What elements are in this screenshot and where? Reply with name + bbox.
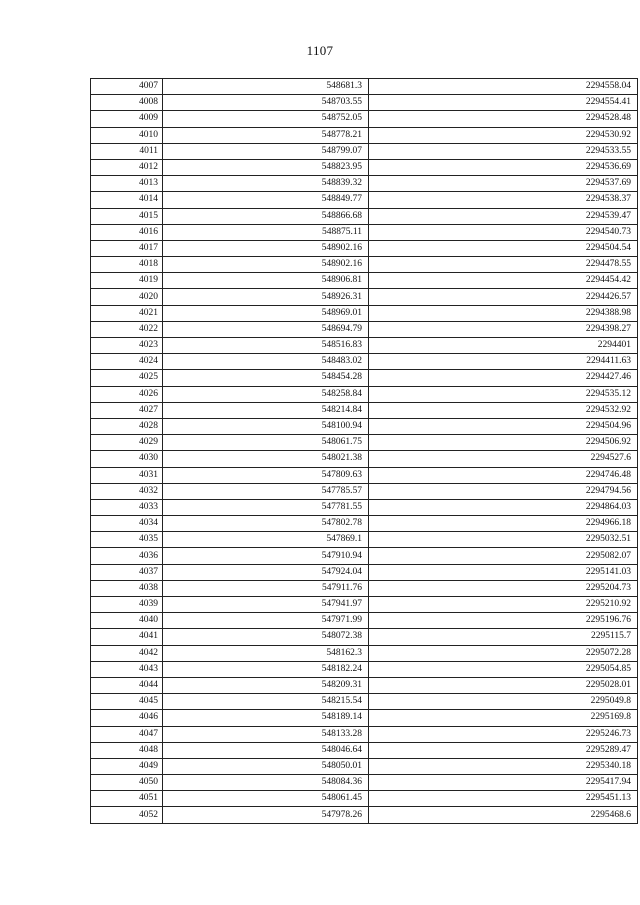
point-number-cell: 4012 — [91, 159, 163, 175]
point-number-cell: 4010 — [91, 127, 163, 143]
x-coordinate-cell: 548182.24 — [163, 661, 369, 677]
y-coordinate-cell: 2295082.07 — [369, 548, 638, 564]
point-number-cell: 4015 — [91, 208, 163, 224]
point-number-cell: 4020 — [91, 289, 163, 305]
point-number-cell: 4007 — [91, 79, 163, 95]
x-coordinate-cell: 547802.78 — [163, 516, 369, 532]
x-coordinate-cell: 548875.11 — [163, 224, 369, 240]
table-row — [91, 159, 638, 175]
table-row — [91, 79, 638, 95]
table-row — [91, 791, 638, 807]
x-coordinate-cell: 547978.26 — [163, 807, 369, 823]
y-coordinate-cell: 2294426.57 — [369, 289, 638, 305]
y-coordinate-cell: 2294535.12 — [369, 386, 638, 402]
table-row — [91, 483, 638, 499]
table-row — [91, 597, 638, 613]
y-coordinate-cell: 2295072.28 — [369, 645, 638, 661]
x-coordinate-cell: 547924.04 — [163, 564, 369, 580]
y-coordinate-cell: 2294537.69 — [369, 176, 638, 192]
y-coordinate-cell: 2295246.73 — [369, 726, 638, 742]
point-number-cell: 4023 — [91, 338, 163, 354]
table-row — [91, 758, 638, 774]
table-row — [91, 645, 638, 661]
point-number-cell: 4024 — [91, 354, 163, 370]
point-number-cell: 4044 — [91, 677, 163, 693]
x-coordinate-cell: 548866.68 — [163, 208, 369, 224]
x-coordinate-cell: 548926.31 — [163, 289, 369, 305]
coordinates-table — [90, 78, 638, 824]
y-coordinate-cell: 2294794.56 — [369, 483, 638, 499]
point-number-cell: 4052 — [91, 807, 163, 823]
y-coordinate-cell: 2294504.96 — [369, 418, 638, 434]
table-row — [91, 321, 638, 337]
table-row — [91, 273, 638, 289]
x-coordinate-cell: 548215.54 — [163, 694, 369, 710]
point-number-cell: 4021 — [91, 305, 163, 321]
y-coordinate-cell: 2294504.54 — [369, 240, 638, 256]
point-number-cell: 4027 — [91, 402, 163, 418]
table-row — [91, 240, 638, 256]
y-coordinate-cell: 2295468.6 — [369, 807, 638, 823]
y-coordinate-cell: 2294539.47 — [369, 208, 638, 224]
x-coordinate-cell: 548902.16 — [163, 240, 369, 256]
x-coordinate-cell: 548839.32 — [163, 176, 369, 192]
y-coordinate-cell: 2294554.41 — [369, 95, 638, 111]
table-row — [91, 564, 638, 580]
x-coordinate-cell: 548084.36 — [163, 775, 369, 791]
table-row — [91, 354, 638, 370]
y-coordinate-cell: 2295049.8 — [369, 694, 638, 710]
y-coordinate-cell: 2294411.63 — [369, 354, 638, 370]
point-number-cell: 4039 — [91, 597, 163, 613]
x-coordinate-cell: 548021.38 — [163, 451, 369, 467]
point-number-cell: 4028 — [91, 418, 163, 434]
x-coordinate-cell: 547911.76 — [163, 580, 369, 596]
y-coordinate-cell: 2295417.94 — [369, 775, 638, 791]
point-number-cell: 4047 — [91, 726, 163, 742]
x-coordinate-cell: 548258.84 — [163, 386, 369, 402]
x-coordinate-cell: 548516.83 — [163, 338, 369, 354]
y-coordinate-cell: 2294527.6 — [369, 451, 638, 467]
point-number-cell: 4019 — [91, 273, 163, 289]
table-row — [91, 661, 638, 677]
table-row — [91, 370, 638, 386]
table-row — [91, 402, 638, 418]
point-number-cell: 4037 — [91, 564, 163, 580]
x-coordinate-cell: 548703.55 — [163, 95, 369, 111]
point-number-cell: 4041 — [91, 629, 163, 645]
x-coordinate-cell: 548906.81 — [163, 273, 369, 289]
point-number-cell: 4050 — [91, 775, 163, 791]
x-coordinate-cell: 547941.97 — [163, 597, 369, 613]
y-coordinate-cell: 2295204.73 — [369, 580, 638, 596]
table-row — [91, 111, 638, 127]
y-coordinate-cell: 2294454.42 — [369, 273, 638, 289]
x-coordinate-cell: 547971.99 — [163, 613, 369, 629]
x-coordinate-cell: 548189.14 — [163, 710, 369, 726]
point-number-cell: 4046 — [91, 710, 163, 726]
x-coordinate-cell: 548046.64 — [163, 742, 369, 758]
point-number-cell: 4017 — [91, 240, 163, 256]
table-row — [91, 548, 638, 564]
x-coordinate-cell: 548209.31 — [163, 677, 369, 693]
point-number-cell: 4032 — [91, 483, 163, 499]
y-coordinate-cell: 2294536.69 — [369, 159, 638, 175]
table-row — [91, 467, 638, 483]
y-coordinate-cell: 2294746.48 — [369, 467, 638, 483]
x-coordinate-cell: 548072.38 — [163, 629, 369, 645]
point-number-cell: 4042 — [91, 645, 163, 661]
table-row — [91, 499, 638, 515]
page-number: 1107 — [306, 43, 334, 58]
x-coordinate-cell: 548694.79 — [163, 321, 369, 337]
y-coordinate-cell: 2295141.03 — [369, 564, 638, 580]
x-coordinate-cell: 548681.3 — [163, 79, 369, 95]
y-coordinate-cell: 2294966.18 — [369, 516, 638, 532]
table-row — [91, 807, 638, 823]
table-row — [91, 694, 638, 710]
y-coordinate-cell: 2294532.92 — [369, 402, 638, 418]
point-number-cell: 4026 — [91, 386, 163, 402]
table-row — [91, 127, 638, 143]
table-row — [91, 386, 638, 402]
x-coordinate-cell: 548969.01 — [163, 305, 369, 321]
table-row — [91, 338, 638, 354]
table-row — [91, 208, 638, 224]
x-coordinate-cell: 547785.57 — [163, 483, 369, 499]
y-coordinate-cell: 2294528.48 — [369, 111, 638, 127]
y-coordinate-cell: 2294530.92 — [369, 127, 638, 143]
point-number-cell: 4009 — [91, 111, 163, 127]
y-coordinate-cell: 2294533.55 — [369, 143, 638, 159]
y-coordinate-cell: 2294540.73 — [369, 224, 638, 240]
x-coordinate-cell: 548799.07 — [163, 143, 369, 159]
y-coordinate-cell: 2295169.8 — [369, 710, 638, 726]
table-row — [91, 418, 638, 434]
x-coordinate-cell: 548050.01 — [163, 758, 369, 774]
table-row — [91, 710, 638, 726]
y-coordinate-cell: 2295289.47 — [369, 742, 638, 758]
point-number-cell: 4011 — [91, 143, 163, 159]
x-coordinate-cell: 548162.3 — [163, 645, 369, 661]
table-row — [91, 742, 638, 758]
x-coordinate-cell: 548100.94 — [163, 418, 369, 434]
table-row — [91, 95, 638, 111]
x-coordinate-cell: 547910.94 — [163, 548, 369, 564]
point-number-cell: 4040 — [91, 613, 163, 629]
y-coordinate-cell: 2295196.76 — [369, 613, 638, 629]
point-number-cell: 4049 — [91, 758, 163, 774]
point-number-cell: 4036 — [91, 548, 163, 564]
table-row — [91, 143, 638, 159]
x-coordinate-cell: 548823.95 — [163, 159, 369, 175]
point-number-cell: 4030 — [91, 451, 163, 467]
y-coordinate-cell: 2294388.98 — [369, 305, 638, 321]
y-coordinate-cell: 2294427.46 — [369, 370, 638, 386]
y-coordinate-cell: 2294558.04 — [369, 79, 638, 95]
point-number-cell: 4033 — [91, 499, 163, 515]
table-row — [91, 613, 638, 629]
table-row — [91, 176, 638, 192]
point-number-cell: 4025 — [91, 370, 163, 386]
point-number-cell: 4014 — [91, 192, 163, 208]
x-coordinate-cell: 547869.1 — [163, 532, 369, 548]
x-coordinate-cell: 547781.55 — [163, 499, 369, 515]
table-row — [91, 435, 638, 451]
x-coordinate-cell: 548752.05 — [163, 111, 369, 127]
table-row — [91, 451, 638, 467]
y-coordinate-cell: 2295028.01 — [369, 677, 638, 693]
table-row — [91, 516, 638, 532]
point-number-cell: 4038 — [91, 580, 163, 596]
x-coordinate-cell: 548133.28 — [163, 726, 369, 742]
x-coordinate-cell: 548849.77 — [163, 192, 369, 208]
y-coordinate-cell: 2295054.85 — [369, 661, 638, 677]
table-row — [91, 532, 638, 548]
x-coordinate-cell: 548454.28 — [163, 370, 369, 386]
table-row — [91, 224, 638, 240]
point-number-cell: 4013 — [91, 176, 163, 192]
point-number-cell: 4035 — [91, 532, 163, 548]
y-coordinate-cell: 2295115.7 — [369, 629, 638, 645]
y-coordinate-cell: 2295032.51 — [369, 532, 638, 548]
table-row — [91, 726, 638, 742]
point-number-cell: 4008 — [91, 95, 163, 111]
point-number-cell: 4016 — [91, 224, 163, 240]
table-row — [91, 775, 638, 791]
x-coordinate-cell: 547809.63 — [163, 467, 369, 483]
x-coordinate-cell: 548061.75 — [163, 435, 369, 451]
point-number-cell: 4034 — [91, 516, 163, 532]
table-row — [91, 257, 638, 273]
point-number-cell: 4043 — [91, 661, 163, 677]
point-number-cell: 4045 — [91, 694, 163, 710]
point-number-cell: 4022 — [91, 321, 163, 337]
y-coordinate-cell: 2295451.13 — [369, 791, 638, 807]
y-coordinate-cell: 2295340.18 — [369, 758, 638, 774]
y-coordinate-cell: 2294864.03 — [369, 499, 638, 515]
x-coordinate-cell: 548061.45 — [163, 791, 369, 807]
table-row — [91, 629, 638, 645]
y-coordinate-cell: 2294538.37 — [369, 192, 638, 208]
x-coordinate-cell: 548778.21 — [163, 127, 369, 143]
y-coordinate-cell: 2294506.92 — [369, 435, 638, 451]
point-number-cell: 4018 — [91, 257, 163, 273]
table-row — [91, 289, 638, 305]
y-coordinate-cell: 2294398.27 — [369, 321, 638, 337]
y-coordinate-cell: 2294401 — [369, 338, 638, 354]
x-coordinate-cell: 548483.02 — [163, 354, 369, 370]
point-number-cell: 4048 — [91, 742, 163, 758]
table-row — [91, 305, 638, 321]
table-row — [91, 580, 638, 596]
table-row — [91, 192, 638, 208]
coordinates-table-body — [91, 79, 638, 824]
x-coordinate-cell: 548902.16 — [163, 257, 369, 273]
point-number-cell: 4031 — [91, 467, 163, 483]
point-number-cell: 4051 — [91, 791, 163, 807]
y-coordinate-cell: 2294478.55 — [369, 257, 638, 273]
y-coordinate-cell: 2295210.92 — [369, 597, 638, 613]
point-number-cell: 4029 — [91, 435, 163, 451]
x-coordinate-cell: 548214.84 — [163, 402, 369, 418]
table-row — [91, 677, 638, 693]
